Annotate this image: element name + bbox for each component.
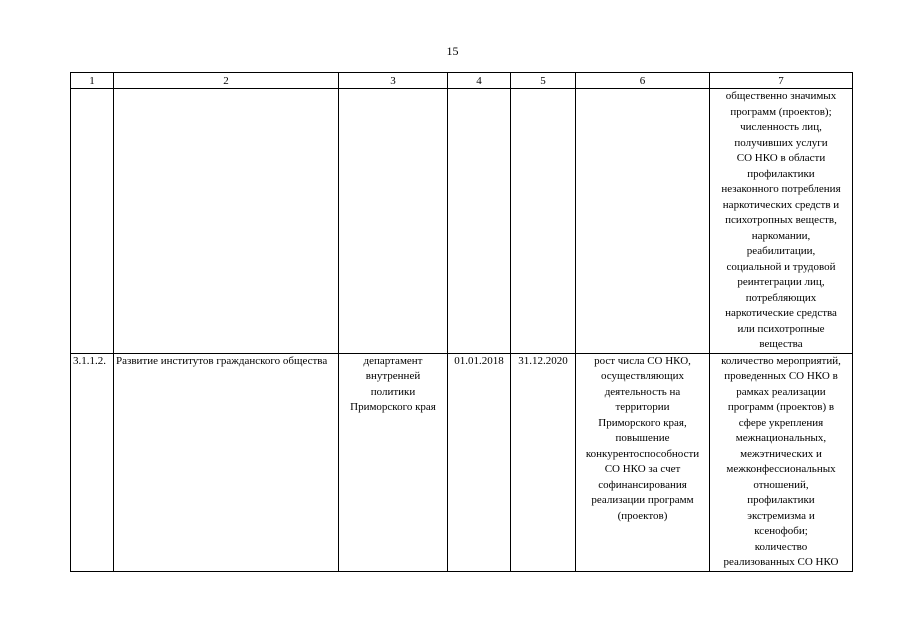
column-header: 5 [511, 73, 576, 89]
cell-line: политики [370, 385, 416, 398]
cell-indicator [710, 89, 853, 354]
cell-line: Приморского края, [598, 416, 687, 429]
cell-line: реализации программ [591, 494, 694, 506]
cell-line: численность лиц, [740, 121, 822, 133]
cell-code: 3.1.1.2. [71, 353, 114, 571]
cell-line: наркотических средств и [722, 198, 840, 211]
program-table [70, 72, 853, 572]
cell-line: наркомании, [751, 229, 811, 242]
cell-end-date: 31.12.2020 [511, 353, 576, 571]
column-header: 7 [710, 73, 853, 89]
cell-line: программ (проектов) в [727, 401, 835, 413]
cell-line: реабилитации, [746, 245, 816, 257]
header-row [71, 73, 853, 89]
cell-line: софинансирования [598, 478, 687, 491]
cell-indicator [710, 353, 853, 571]
cell-line: департамент [363, 354, 423, 367]
cell-line: незаконного потребления [721, 183, 841, 195]
cell-end-date [511, 89, 576, 354]
cell-result [576, 353, 710, 571]
cell-line: отношений, [753, 478, 809, 491]
cell-line: профилактики [747, 167, 815, 180]
cell-line: конкурентоспособности [585, 447, 700, 460]
cell-line: или психотропные [737, 322, 825, 335]
cell-start-date [448, 89, 511, 354]
cell-result [576, 89, 710, 354]
cell-start-date: 01.01.2018 [448, 353, 511, 571]
cell-line: ксенофоби; [754, 525, 808, 537]
cell-line: СО НКО за счет [604, 463, 681, 475]
cell-line: межнациональных, [735, 432, 827, 444]
cell-name: Развитие институтов гражданского общества [114, 353, 339, 571]
cell-line: количество [754, 540, 808, 553]
cell-line: получивших услуги [734, 136, 828, 149]
cell-line: внутренней [365, 370, 421, 382]
cell-line: экстремизма и [747, 509, 815, 522]
cell-line: наркотические средства [725, 307, 837, 319]
table-row [71, 89, 853, 354]
cell-line: потребляющих [745, 291, 817, 304]
cell-line: общественно значимых [725, 90, 837, 102]
cell-line: сфере укрепления [738, 416, 824, 429]
cell-line: осуществляющих [601, 370, 684, 382]
cell-line: реализованных СО НКО [723, 556, 839, 568]
cell-line: территории [615, 401, 670, 413]
cell-line: проведенных СО НКО в [724, 370, 838, 382]
cell-line: психотропных веществ, [725, 214, 837, 226]
cell-line: программ (проектов); [730, 105, 832, 118]
cell-line: рост числа СО НКО, [594, 354, 691, 367]
table-row [71, 353, 853, 571]
cell-line: повышение [615, 432, 670, 444]
column-header: 3 [339, 73, 448, 89]
cell-executor [339, 353, 448, 571]
column-header: 4 [448, 73, 511, 89]
page-number: 15 [446, 44, 459, 58]
cell-line: деятельность на [604, 385, 681, 398]
cell-line: межконфессиональных [726, 463, 836, 475]
cell-line: социальной и трудовой [726, 260, 836, 273]
cell-line: вещества [759, 338, 803, 350]
cell-line: межэтнических и [740, 447, 822, 460]
cell-line: реинтеграции лиц, [737, 276, 825, 288]
cell-line: количество мероприятий, [721, 354, 841, 367]
cell-line: (проектов) [617, 509, 668, 522]
cell-executor [339, 89, 448, 354]
cell-line: Приморского края [350, 401, 436, 413]
column-header: 2 [114, 73, 339, 89]
column-header: 6 [576, 73, 710, 89]
cell-line: профилактики [747, 494, 815, 506]
cell-line: СО НКО в области [736, 152, 826, 164]
cell-code [71, 89, 114, 354]
column-header: 1 [71, 73, 114, 89]
cell-line: рамках реализации [736, 385, 826, 398]
cell-name [114, 89, 339, 354]
